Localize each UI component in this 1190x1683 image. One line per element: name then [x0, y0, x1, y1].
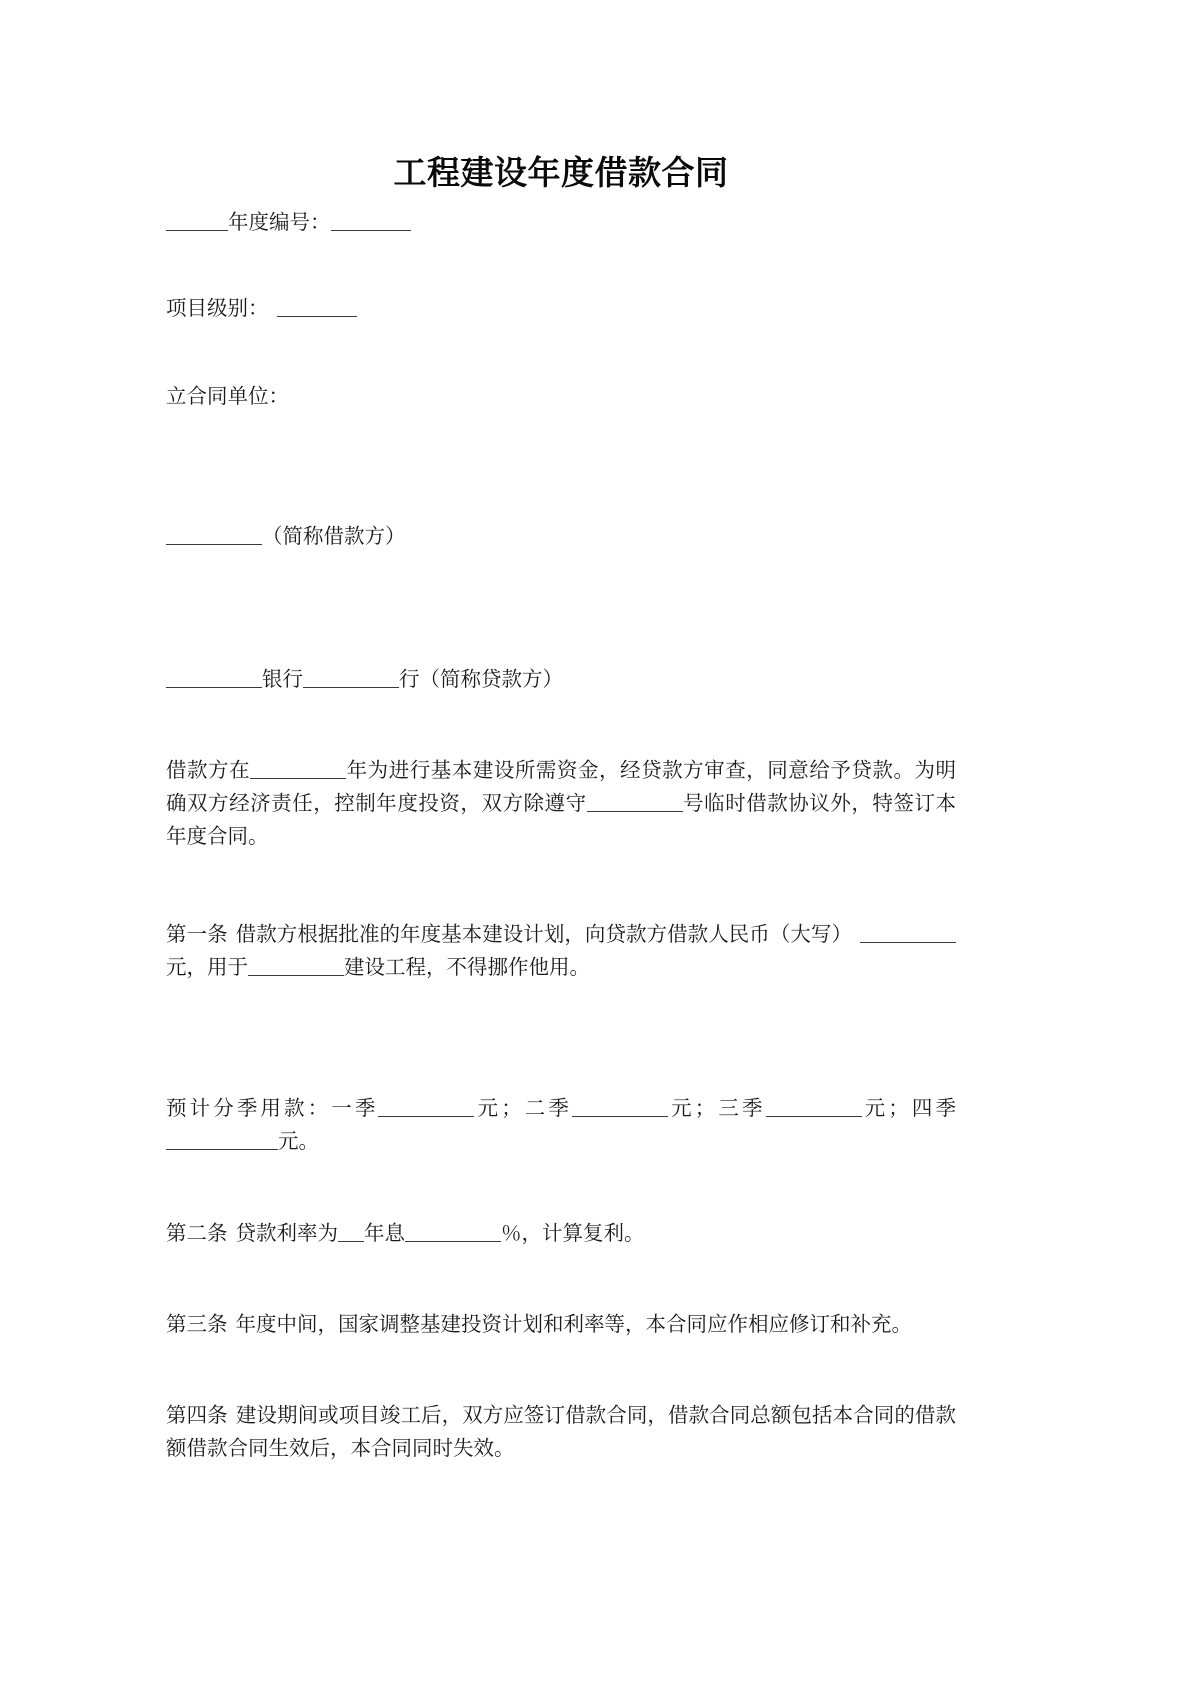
contract-parties-line — [166, 381, 956, 413]
contract-parties-label: 立合同单位： — [166, 383, 289, 408]
quarterly-plan-label: 预计分季用款： — [166, 1096, 332, 1121]
preamble-paragraph — [166, 754, 956, 854]
article-1-paragraph — [166, 918, 956, 984]
preamble-part-2: 年为进行基本建设所需资金，经贷款方审查，同意给予贷款。为明确双方经济责任，控制年度投资，双方除遵守 — [166, 758, 957, 816]
lender-bank-blank[interactable] — [166, 666, 262, 689]
quarter-1-unit: 元 — [474, 1096, 502, 1121]
quarter-4-label: 四季 — [908, 1096, 957, 1121]
borrower-line — [166, 521, 956, 553]
preamble-part-1: 借款方在 — [166, 758, 251, 783]
quarter-2-blank[interactable] — [572, 1095, 668, 1118]
article-4-text: 建设期间或项目竣工后，双方应签订借款合同，借款合同总额包括本合同的借款额借款合同生效后，本合同同时失效。 — [166, 1402, 957, 1461]
article-2-rate-type-blank[interactable] — [338, 1219, 364, 1242]
quarter-2-label: 二季 — [521, 1096, 573, 1121]
quarter-1-blank[interactable] — [378, 1095, 474, 1118]
borrower-name-blank[interactable] — [166, 522, 262, 545]
article-2-rate-blank[interactable] — [405, 1219, 501, 1242]
article-1-number: 第一条 — [166, 921, 228, 946]
separator-3: ； — [888, 1096, 909, 1121]
document-content — [166, 0, 956, 1465]
separator-2: ； — [694, 1096, 716, 1121]
lender-branch-word: 行 — [399, 667, 420, 692]
article-2-number: 第二条 — [166, 1220, 228, 1245]
quarterly-plan-ending: 元。 — [278, 1129, 319, 1154]
year-number-label: 年度编号： — [228, 210, 331, 235]
article-2-text-a: 贷款利率为 — [235, 1220, 338, 1245]
quarter-3-unit: 元 — [861, 1096, 889, 1121]
project-level-line — [166, 293, 956, 325]
article-1-project-blank[interactable] — [248, 953, 344, 976]
preamble-year-blank[interactable] — [250, 757, 346, 780]
year-blank[interactable] — [166, 209, 228, 232]
quarter-4-blank[interactable] — [166, 1128, 278, 1151]
project-level-blank[interactable] — [277, 295, 357, 318]
borrower-label: （简称借款方） — [262, 523, 406, 548]
article-2-paragraph — [166, 1217, 956, 1250]
lender-label: （简称贷款方） — [419, 667, 563, 692]
article-1-text-c: 建设工程，不得挪作他用。 — [344, 954, 590, 979]
article-1-text-a: 借款方根据批准的年度基本建设计划，向贷款方借款人民币（大写） — [235, 921, 853, 946]
page-title: 工程建设年度借款合同 — [393, 153, 729, 192]
quarter-1-label: 一季 — [331, 1096, 379, 1121]
preamble-agreement-number-blank[interactable] — [587, 790, 683, 813]
lender-branch-blank[interactable] — [303, 666, 399, 689]
preamble-part-3: 号临时借款协议外，特签订本年度合同。 — [166, 791, 957, 849]
article-3-paragraph — [166, 1308, 956, 1341]
article-3-number: 第三条 — [166, 1311, 228, 1336]
article-2-text-b: 年息 — [364, 1220, 405, 1245]
lender-line — [166, 664, 956, 696]
quarterly-plan-paragraph — [166, 1092, 956, 1158]
number-blank[interactable] — [331, 209, 411, 232]
lender-bank-word: 银行 — [262, 667, 303, 692]
article-3-text: 年度中间，国家调整基建投资计划和利率等，本合同应作相应修订和补充。 — [235, 1311, 912, 1336]
article-1-amount-blank[interactable] — [860, 920, 956, 943]
year-number-field-line — [166, 207, 956, 239]
separator-1: ； — [501, 1096, 522, 1121]
article-4-number: 第四条 — [166, 1402, 228, 1427]
article-1-text-b: 元，用于 — [166, 954, 248, 979]
article-2-text-c: ％，计算复利。 — [501, 1220, 645, 1245]
project-level-label: 项目级别： — [166, 296, 269, 321]
article-4-paragraph — [166, 1399, 956, 1465]
quarter-3-label: 三季 — [715, 1096, 766, 1121]
quarter-3-blank[interactable] — [766, 1095, 862, 1118]
quarter-2-unit: 元 — [668, 1096, 695, 1121]
